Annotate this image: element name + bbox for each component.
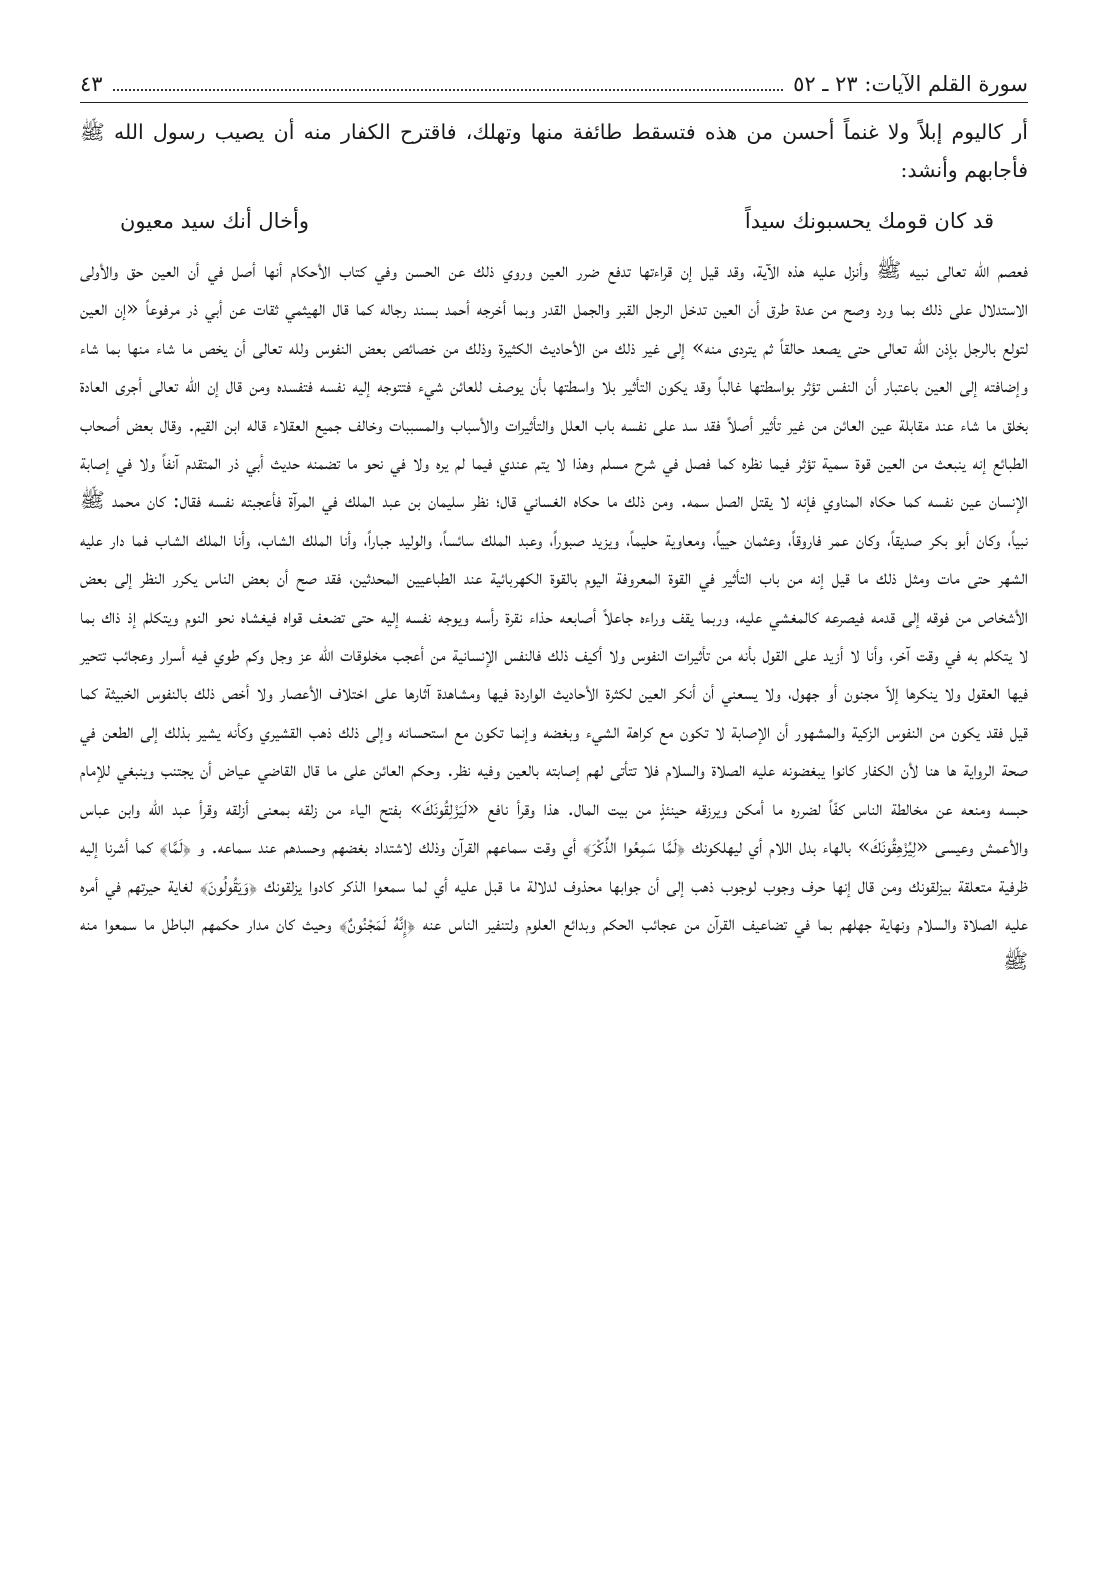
body-paragraph: فعصم الله تعالى نبيه ﷺ وأنزل عليه هذه الآية، وقد قيل إن قراءتها تدفع ضرر العين وروي ذلك عن الحسن وفي كتاب الأحكام أنها أصل في أن العين حق والأولى الاستدلال على ذلك بما ورد وصح من عدة طرق أن العين تدخل الرجل القبر والجمل القدر وبما أخرجه أحمد بسند رجاله كما قال الهيثمي ثقات عن أبي ذر مرفوعاً «إن العين لتولع بالرجل بإذن الله تعالى حتى يصعد حالقاً ثم يتردى منه» إلى غير ذلك من الأحاديث الكثيرة وذلك من خصائص بعض النفوس ولله تعالى أن يخص ما شاء منها بما شاء وإضافته إلى العين باعتبار أن النفس تؤثر بواسطتها غالباً وقد يكون التأثير بلا واسطتها بأن يوصف للعائن شيء فتتوجه إليه نفسه فتفسده ومن قال إن الله تعالى أجرى العادة بخلق ما شاء عند مقابلة عين العائن من غير تأثير أصلاً فقد سد على نفسه باب العلل والتأثيرات والأسباب والمسببات وخالف جميع العقلاء قاله ابن القيم. وقال بعض أصحاب الطبائع إنه ينبعث من العين قوة سمية تؤثر فيما نظره كما فصل في شرح مسلم وهذا لا يتم عندي فيما لم يره ولا في نحو ما تضمنه حديث أبي ذر المتقدم آنفاً ولا في إصابة الإنسان عين نفسه كما حكاه المناوي فإنه لا يقتل الصل سمه. ومن ذلك ما حكاه الغساني قال؛ نظر سليمان بن عبد الملك في المرآة فأعجبته نفسه فقال: كان محمد ﷺ نبياً، وكان أبو بكر صديقاً، وكان عمر فاروقاً، وعثمان حيياً، ومعاوية حليماً، ويزيد صبوراً، وعبد الملك سائساً، والوليد جباراً، وأنا الملك الشاب، وأنا الملك الشاب فما دار عليه الشهر حتى مات ومثل ذلك ما قيل إنه من باب التأثير في القوة المعروفة اليوم بالقوة الكهربائية عند الطباعيين المحدثين، فقد صح أن بعض الناس يكرر النظر إلى بعض الأشخاص من فوقه إلى قدمه فيصرعه كالمغشي عليه، وربما يقف وراءه جاعلاً أصابعه حذاء نقرة رأسه ويوجه نفسه إليه حتى تضعف قواه فيغشاه نحو النوم ويتكلم إذ ذاك بما لا يتكلم به في وقت آخر، وأنا لا أزيد على القول بأنه من تأثيرات النفوس ولا أكيف ذلك فالنفس الإنسانية من أعجب مخلوقات الله عز وجل وكم طوي فيه أسرار وعجائب تتحير فيها العقول ولا ينكرها إلاّ مجنون أو جهول، ولا يسعني أن أنكر العين لكثرة الأحاديث الواردة فيها ومشاهدة آثارها على اختلاف الأعصار ولا أخص ذلك بالنفوس الخبيثة كما قيل فقد يكون من النفوس الزكية والمشهور أن الإصابة لا تكون مع كراهة الشيء وبغضه وإنما تكون مع استحسانه وإلى ذلك ذهب القشيري وكأنه يشير بذلك إلى الطعن في صحة الرواية ها هنا لأن الكفار كانوا يبغضونه عليه الصلاة والسلام فلا تتأتى لهم إصابته بالعين وفيه نظر. وحكم العائن على ما قال القاضي عياض أن يجتنب وينبغي للإمام حبسه ومنعه عن مخالطة الناس كفّاً لضرره ما أمكن ويرزقه حينئذٍ من بيت المال. هذا وقرأ نافع «لَيَزْلِقُونَكَ» بفتح الياء من زلقه بمعنى أزلقه وقرأ عبد الله وابن عباس والأعمش وعيسى «لِيُزْهِقُونَكَ» بالهاء بدل اللام أي ليهلكونك ﴿لَمَّا سَمِعُوا الذِّكْرَ﴾ أي وقت سماعهم القرآن وذلك لاشتداد بغضهم وحسدهم عند سماعه. و ﴿لَمَّا﴾ كما أشرنا إليه ظرفية متعلقة بيزلقونك ومن قال إنها حرف وجوب لوجوب ذهب إلى أن جوابها محذوف لدلالة ما قبل عليه أي لما سمعوا الذكر كادوا يزلقونك ﴿وَيَقُولُونَ﴾ لغاية حيرتهم في أمره عليه الصلاة والسلام ونهاية جهلهم بما في تضاعيف القرآن من عجائب الحكم وبدائع العلوم ولتنفير الناس عنه ﴿إِنَّهُ لَمَجْنُونٌ﴾ وحيث كان مدار حكمهم الباطل ما سمعوا منه ﷺ (80, 258, 1028, 974)
poem-verse (120, 209, 994, 233)
running-header (80, 72, 1028, 103)
poem-second-hemistich: وأخال أنك سيد معيون (120, 209, 309, 233)
book-page (80, 72, 1028, 981)
main-text (80, 251, 1028, 981)
surah-title: سورة القلم الآيات: ٢٣ ـ ٥٢ (793, 72, 1028, 96)
poem-first-hemistich: قد كان قومك يحسبونك سيداً (744, 209, 994, 233)
leader-dots (113, 75, 784, 91)
intro-paragraph: أر كاليوم إبلاً ولا غنماً أحسن من هذه فتسقط طائفة منها وتهلك، فاقترح الكفار منه أن يصيب رسول الله ﷺ فأجابهم وأنشد: (80, 120, 1028, 182)
page-number: ٤٣ (80, 72, 103, 96)
